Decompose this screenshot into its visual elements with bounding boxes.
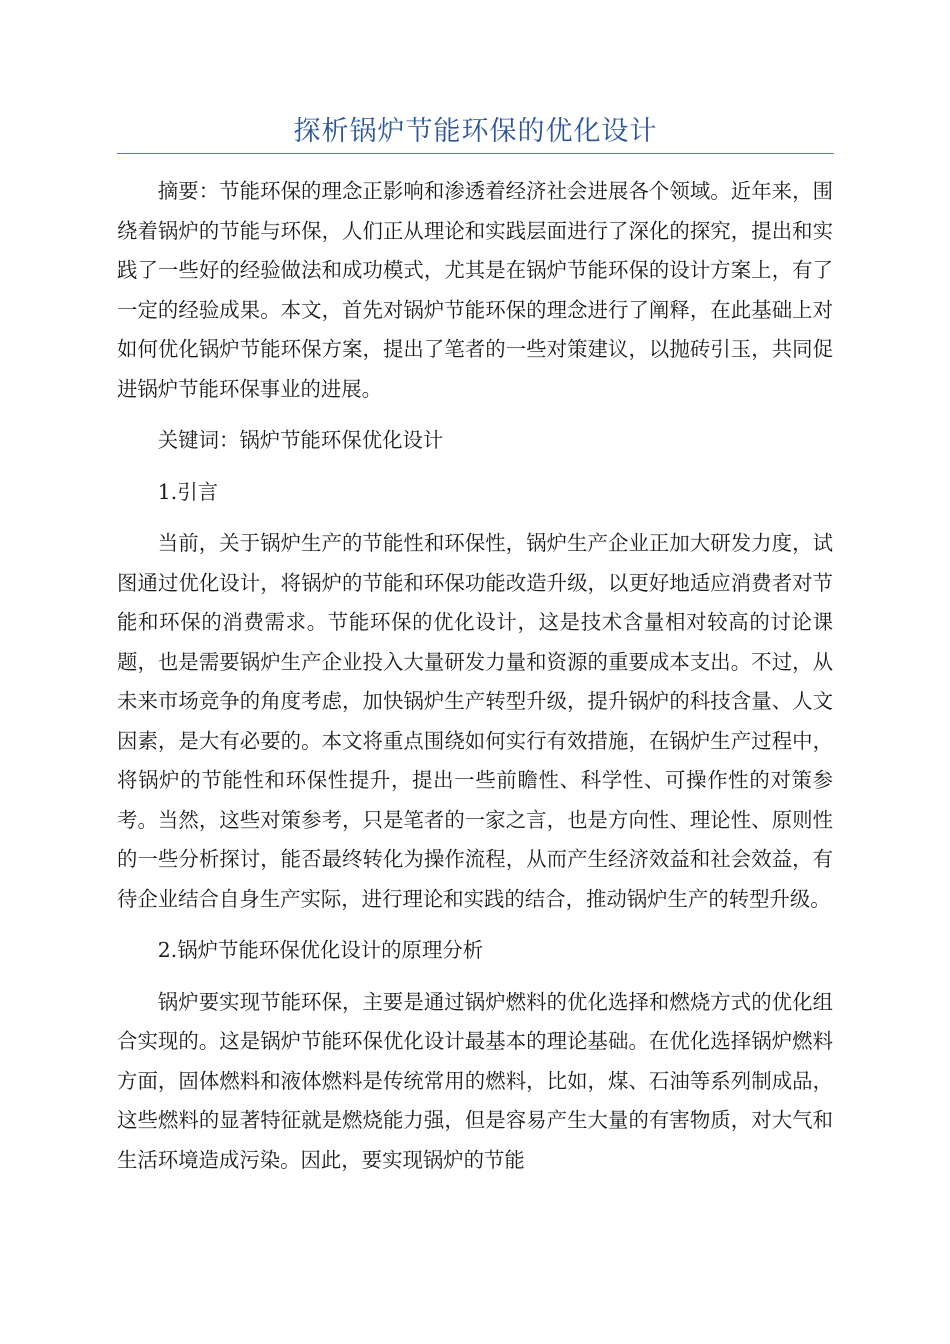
keywords-line: 关键词：锅炉节能环保优化设计 xyxy=(157,428,444,452)
section-1-heading: 1.引言 xyxy=(157,479,219,504)
abstract-paragraph: 摘要：节能环保的理念正影响和渗透着经济社会进展各个领域。近年来，围绕着锅炉的节能与环保，人们正从理论和实践层面进行了深化的探究，提出和实践了一些好的经验做法和成功模式，尤其是在锅炉节能环保的设计方案上，有了一定的经验成果。本文，首先对锅炉节能环保的理念进行了阐释，在此基础上对如何优化锅炉节能环保方案，提出了笔者的一些对策建议，以抛砖引玉，共同促进锅炉节能环保事业的进展。 xyxy=(117,179,833,401)
document-body xyxy=(117,172,833,1180)
section-1-paragraph: 当前，关于锅炉生产的节能性和环保性，锅炉生产企业正加大研发力度，试图通过优化设计，将锅炉的节能和环保功能改造升级，以更好地适应消费者对节能和环保的消费需求。节能环保的优化设计，这是技术含量相对较高的讨论课题，也是需要锅炉生产企业投入大量研发力量和资源的重要成本支出。不过，从未来市场竞争的角度考虑，加快锅炉生产转型升级，提升锅炉的科技含量、人文因素，是大有必要的。本文将重点围绕如何实行有效措施，在锅炉生产过程中，将锅炉的节能性和环保性提升，提出一些前瞻性、科学性、可操作性的对策参考。当然，这些对策参考，只是笔者的一家之言，也是方向性、理论性、原则性的一些分析探讨，能否最终转化为操作流程，从而产生经济效益和社会效益，有待企业结合自身生产实际，进行理论和实践的结合，推动锅炉生产的转型升级。 xyxy=(117,531,833,911)
document-title: 探析锅炉节能环保的优化设计 xyxy=(293,116,658,147)
section-2-heading: 2.锅炉节能环保优化设计的原理分析 xyxy=(157,938,484,962)
title-underline xyxy=(117,153,834,154)
section-2-paragraph: 锅炉要实现节能环保，主要是通过锅炉燃料的优化选择和燃烧方式的优化组合实现的。这是锅炉节能环保优化设计最基本的理论基础。在优化选择锅炉燃料方面，固体燃料和液体燃料是传统常用的燃料，比如，煤、石油等系列制成品，这些燃料的显著特征就是燃烧能力强，但是容易产生大量的有害物质，对大气和生活环境造成污染。因此，要实现锅炉的节能 xyxy=(117,989,833,1172)
